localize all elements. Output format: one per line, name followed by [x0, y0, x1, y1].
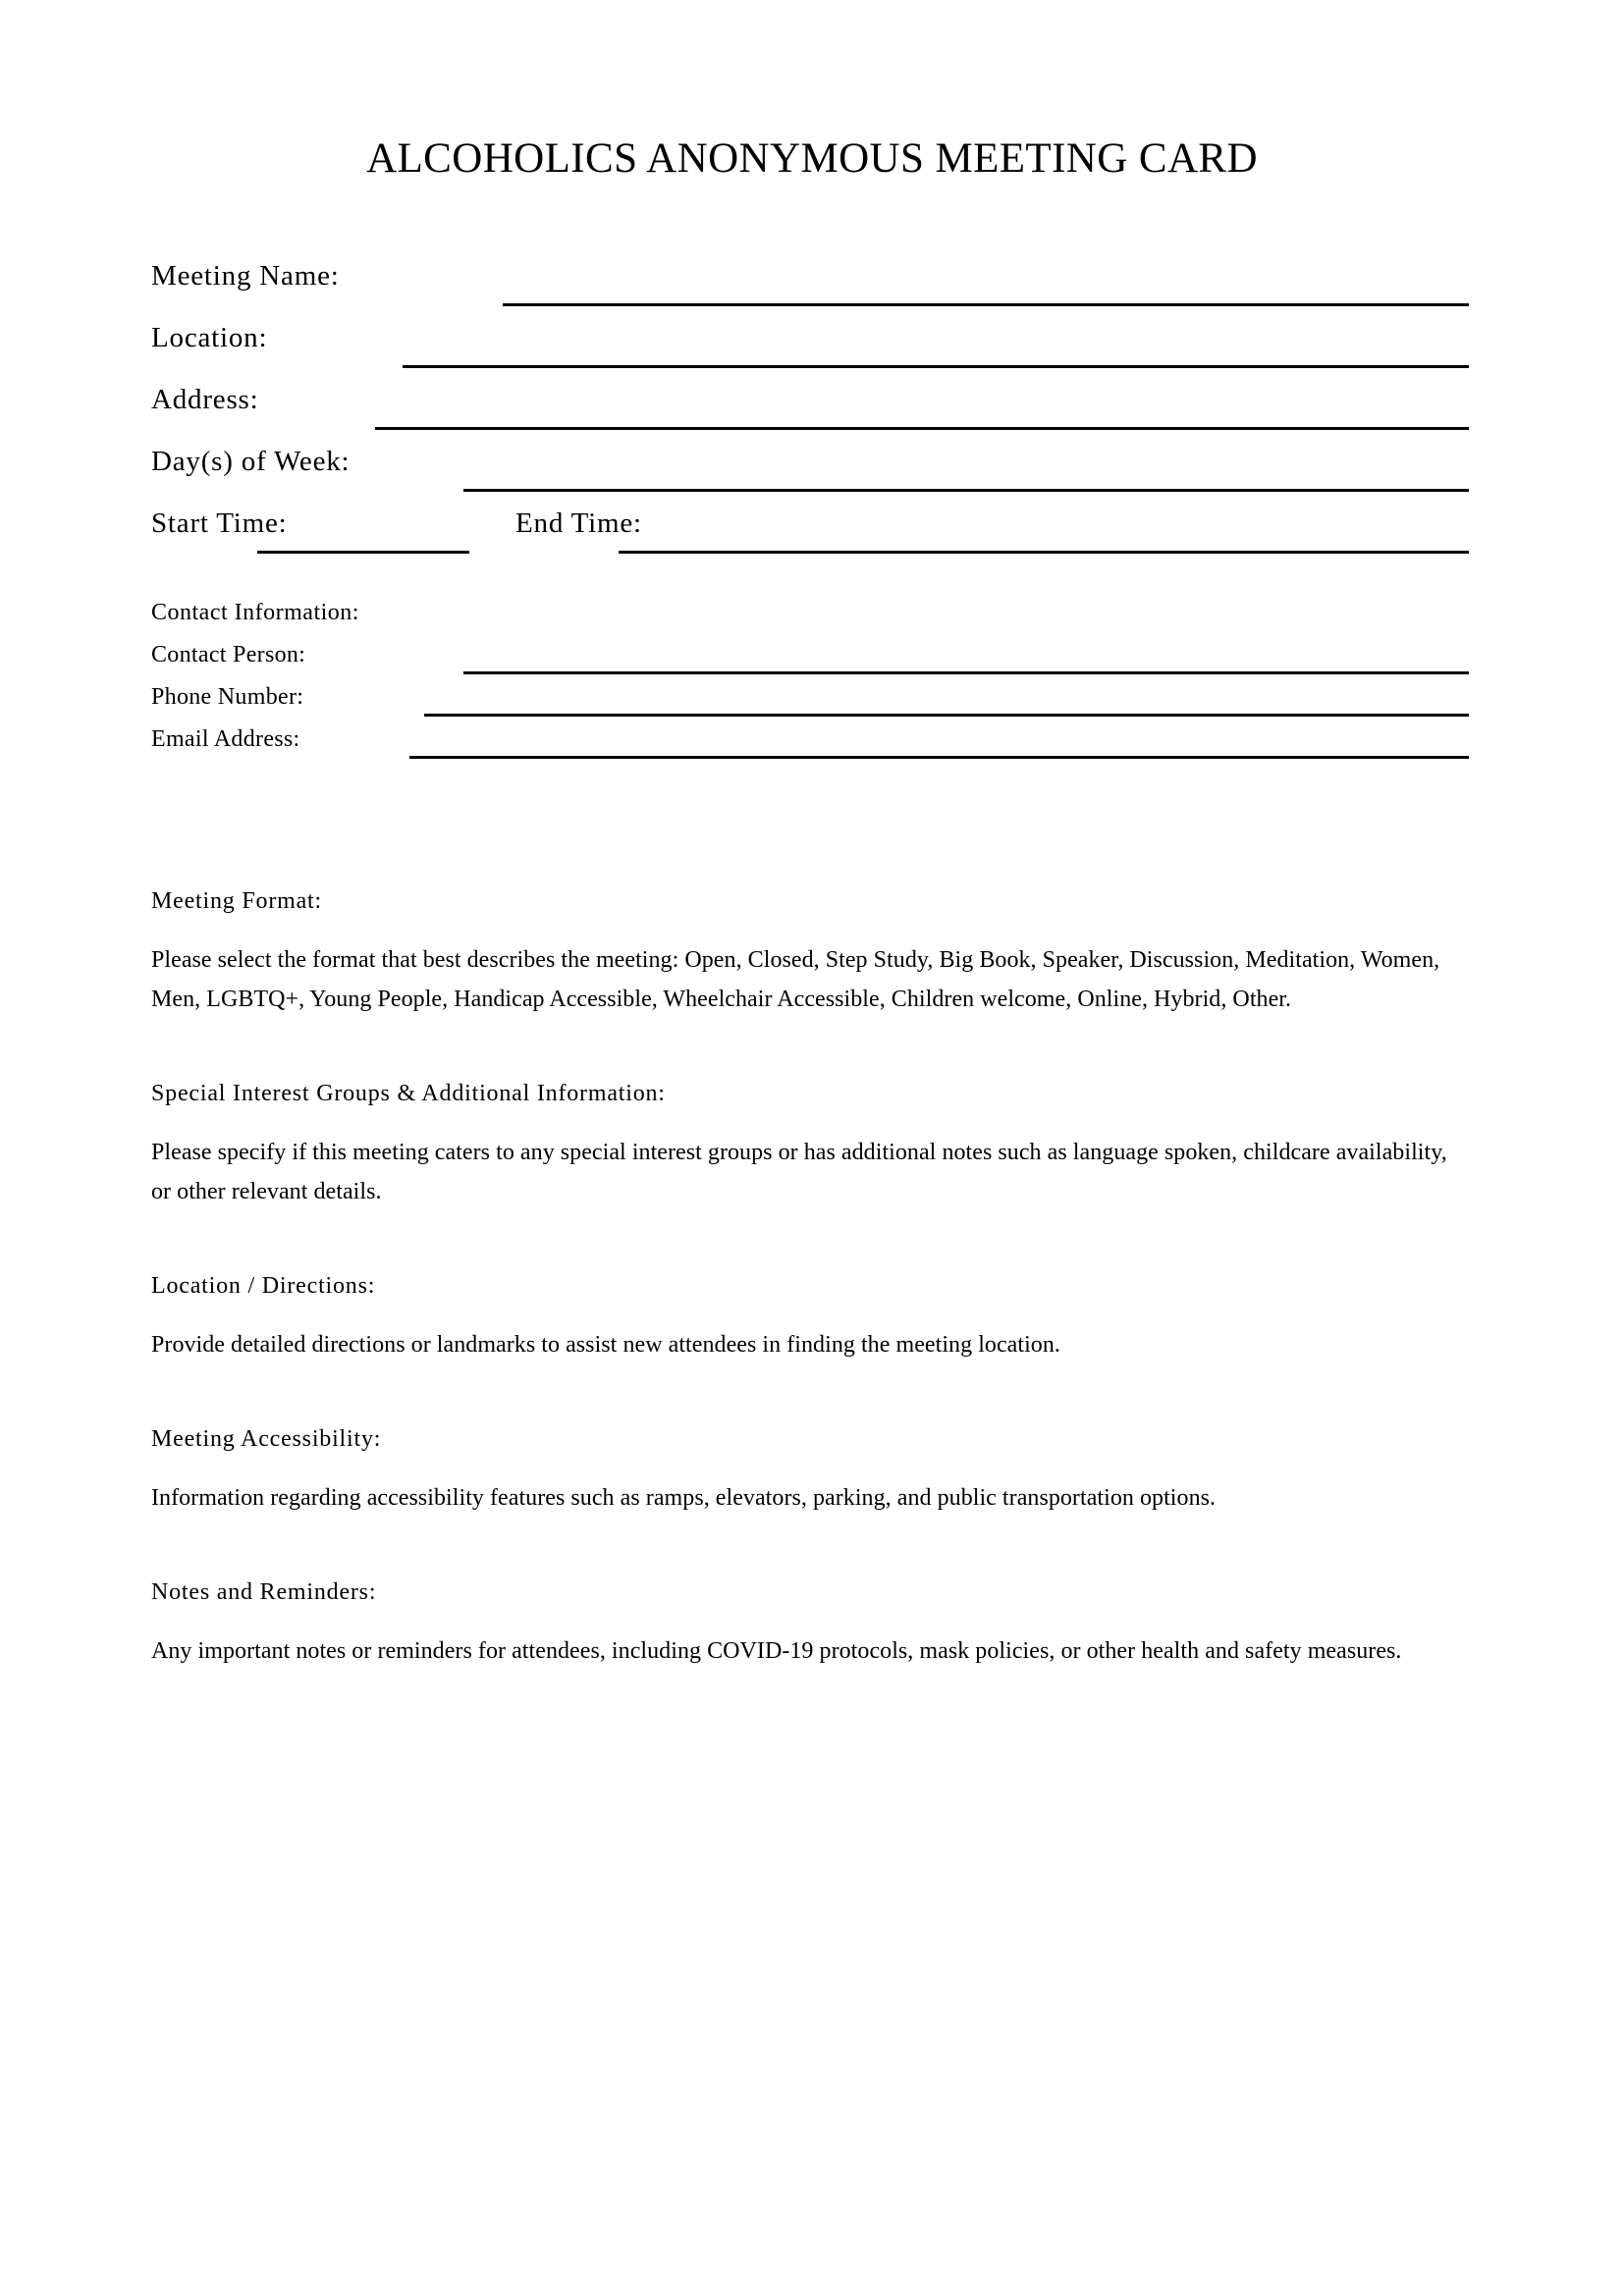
location-directions-heading: Location / Directions:	[151, 1273, 376, 1299]
section-special-interest-groups	[151, 1078, 1467, 1211]
form-row-days-of-week	[151, 443, 1469, 505]
meeting-accessibility-body: Information regarding accessibility features such as ramps, elevators, parking, and public transportation options.	[151, 1485, 1217, 1511]
contact-row-email	[151, 723, 1469, 766]
email-address-input-rule[interactable]	[409, 756, 1469, 759]
contact-information-heading: Contact Information:	[151, 600, 359, 625]
location-directions-body: Provide detailed directions or landmarks to assist new attendees in finding the meeting location.	[151, 1332, 1060, 1358]
section-meeting-format	[151, 885, 1467, 1019]
page-title: ALCOHOLICS ANONYMOUS MEETING CARD	[366, 134, 1258, 182]
special-interest-groups-heading: Special Interest Groups & Additional Information:	[151, 1081, 666, 1106]
meeting-name-input-rule[interactable]	[503, 303, 1469, 306]
start-time-label: Start Time:	[151, 507, 288, 539]
contact-information-section	[151, 597, 1469, 766]
phone-number-input-rule[interactable]	[424, 714, 1469, 717]
contact-person-input-rule[interactable]	[463, 671, 1469, 674]
contact-row-person	[151, 639, 1469, 681]
special-interest-groups-body: Please specify if this meeting caters to any special interest groups or has additional notes such as language spoken, childcare availability, or other relevant details.	[151, 1140, 1447, 1204]
phone-number-label: Phone Number:	[151, 684, 304, 710]
prose-sections	[151, 885, 1467, 1671]
form-row-times	[151, 505, 1469, 566]
meeting-name-label: Meeting Name:	[151, 260, 340, 292]
meeting-accessibility-heading: Meeting Accessibility:	[151, 1426, 382, 1452]
form-row-address	[151, 381, 1469, 443]
meeting-format-heading: Meeting Format:	[151, 888, 322, 914]
section-meeting-accessibility	[151, 1423, 1467, 1518]
start-time-input-rule[interactable]	[257, 551, 469, 554]
location-input-rule[interactable]	[403, 365, 1469, 368]
end-time-label: End Time:	[515, 507, 642, 539]
days-of-week-input-rule[interactable]	[463, 489, 1469, 492]
section-location-directions	[151, 1270, 1467, 1364]
email-address-label: Email Address:	[151, 726, 300, 752]
end-time-input-rule[interactable]	[619, 551, 1469, 554]
address-label: Address:	[151, 384, 259, 415]
form-row-meeting-name	[151, 257, 1469, 319]
location-label: Location:	[151, 322, 268, 353]
primary-form-fields	[151, 257, 1469, 566]
section-notes-and-reminders	[151, 1576, 1467, 1671]
notes-and-reminders-heading: Notes and Reminders:	[151, 1579, 377, 1605]
contact-row-phone	[151, 681, 1469, 723]
days-of-week-label: Day(s) of Week:	[151, 446, 351, 477]
address-input-rule[interactable]	[375, 427, 1469, 430]
form-row-location	[151, 319, 1469, 381]
meeting-format-body: Please select the format that best describes the meeting: Open, Closed, Step Study, Big Book, Speaker, Discussion, Meditation, Women, Men, LGBTQ+, Young People, Handicap Accessible, Wheelchair Accessible, Children welcome, Online, Hybrid, Other.	[151, 947, 1440, 1012]
notes-and-reminders-body: Any important notes or reminders for attendees, including COVID-19 protocols, mask policies, or other health and safety measures.	[151, 1638, 1402, 1664]
contact-person-label: Contact Person:	[151, 642, 306, 667]
